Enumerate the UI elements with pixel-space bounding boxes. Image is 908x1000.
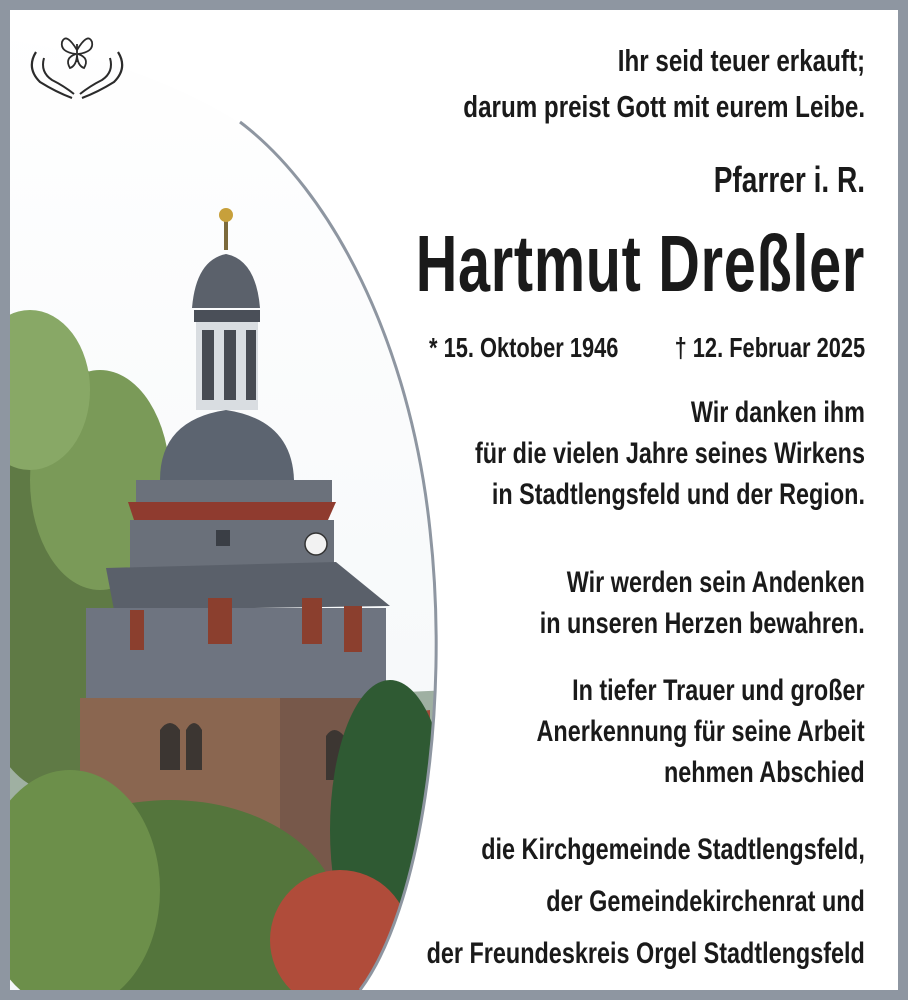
birth-date: * 15. Oktober 1946 (428, 332, 619, 363)
hands-butterfly-icon (26, 28, 128, 100)
mourning-line: nehmen Abschied (664, 756, 865, 789)
mourning-line: In tiefer Trauer und großer (572, 674, 865, 707)
thanks-line: für die vielen Jahre seines Wirkens (475, 437, 865, 470)
life-dates (429, 330, 865, 366)
signatory-line: die Kirchgemeinde Stadtlengsfeld, (481, 833, 865, 866)
thanks-line: Wir danken ihm (690, 396, 865, 429)
signatory-line: der Gemeindekirchenrat und (546, 885, 865, 918)
deceased-name: Hartmut Dreßler (415, 219, 865, 308)
bible-verse (463, 38, 865, 130)
signatories-block (427, 824, 865, 980)
thanks-line: in Stadtlengsfeld und der Region. (491, 478, 865, 511)
memory-line: Wir werden sein Andenken (567, 566, 865, 599)
memory-line: in unseren Herzen bewahren. (539, 607, 865, 640)
verse-line-1: Ihr seid teuer erkauft; (617, 43, 865, 78)
verse-line-2: darum preist Gott mit eurem Leibe. (463, 89, 865, 124)
death-date: † 12. Februar 2025 (674, 332, 865, 363)
mourning-line: Anerkennung für seine Arbeit (536, 715, 865, 748)
obituary-card (10, 10, 898, 990)
memory-block (540, 562, 865, 644)
thanks-block (475, 392, 865, 515)
deceased-title: Pfarrer i. R. (713, 159, 865, 200)
mourning-block (537, 670, 865, 793)
signatory-line: der Freundeskreis Orgel Stadtlengsfeld (426, 937, 865, 970)
